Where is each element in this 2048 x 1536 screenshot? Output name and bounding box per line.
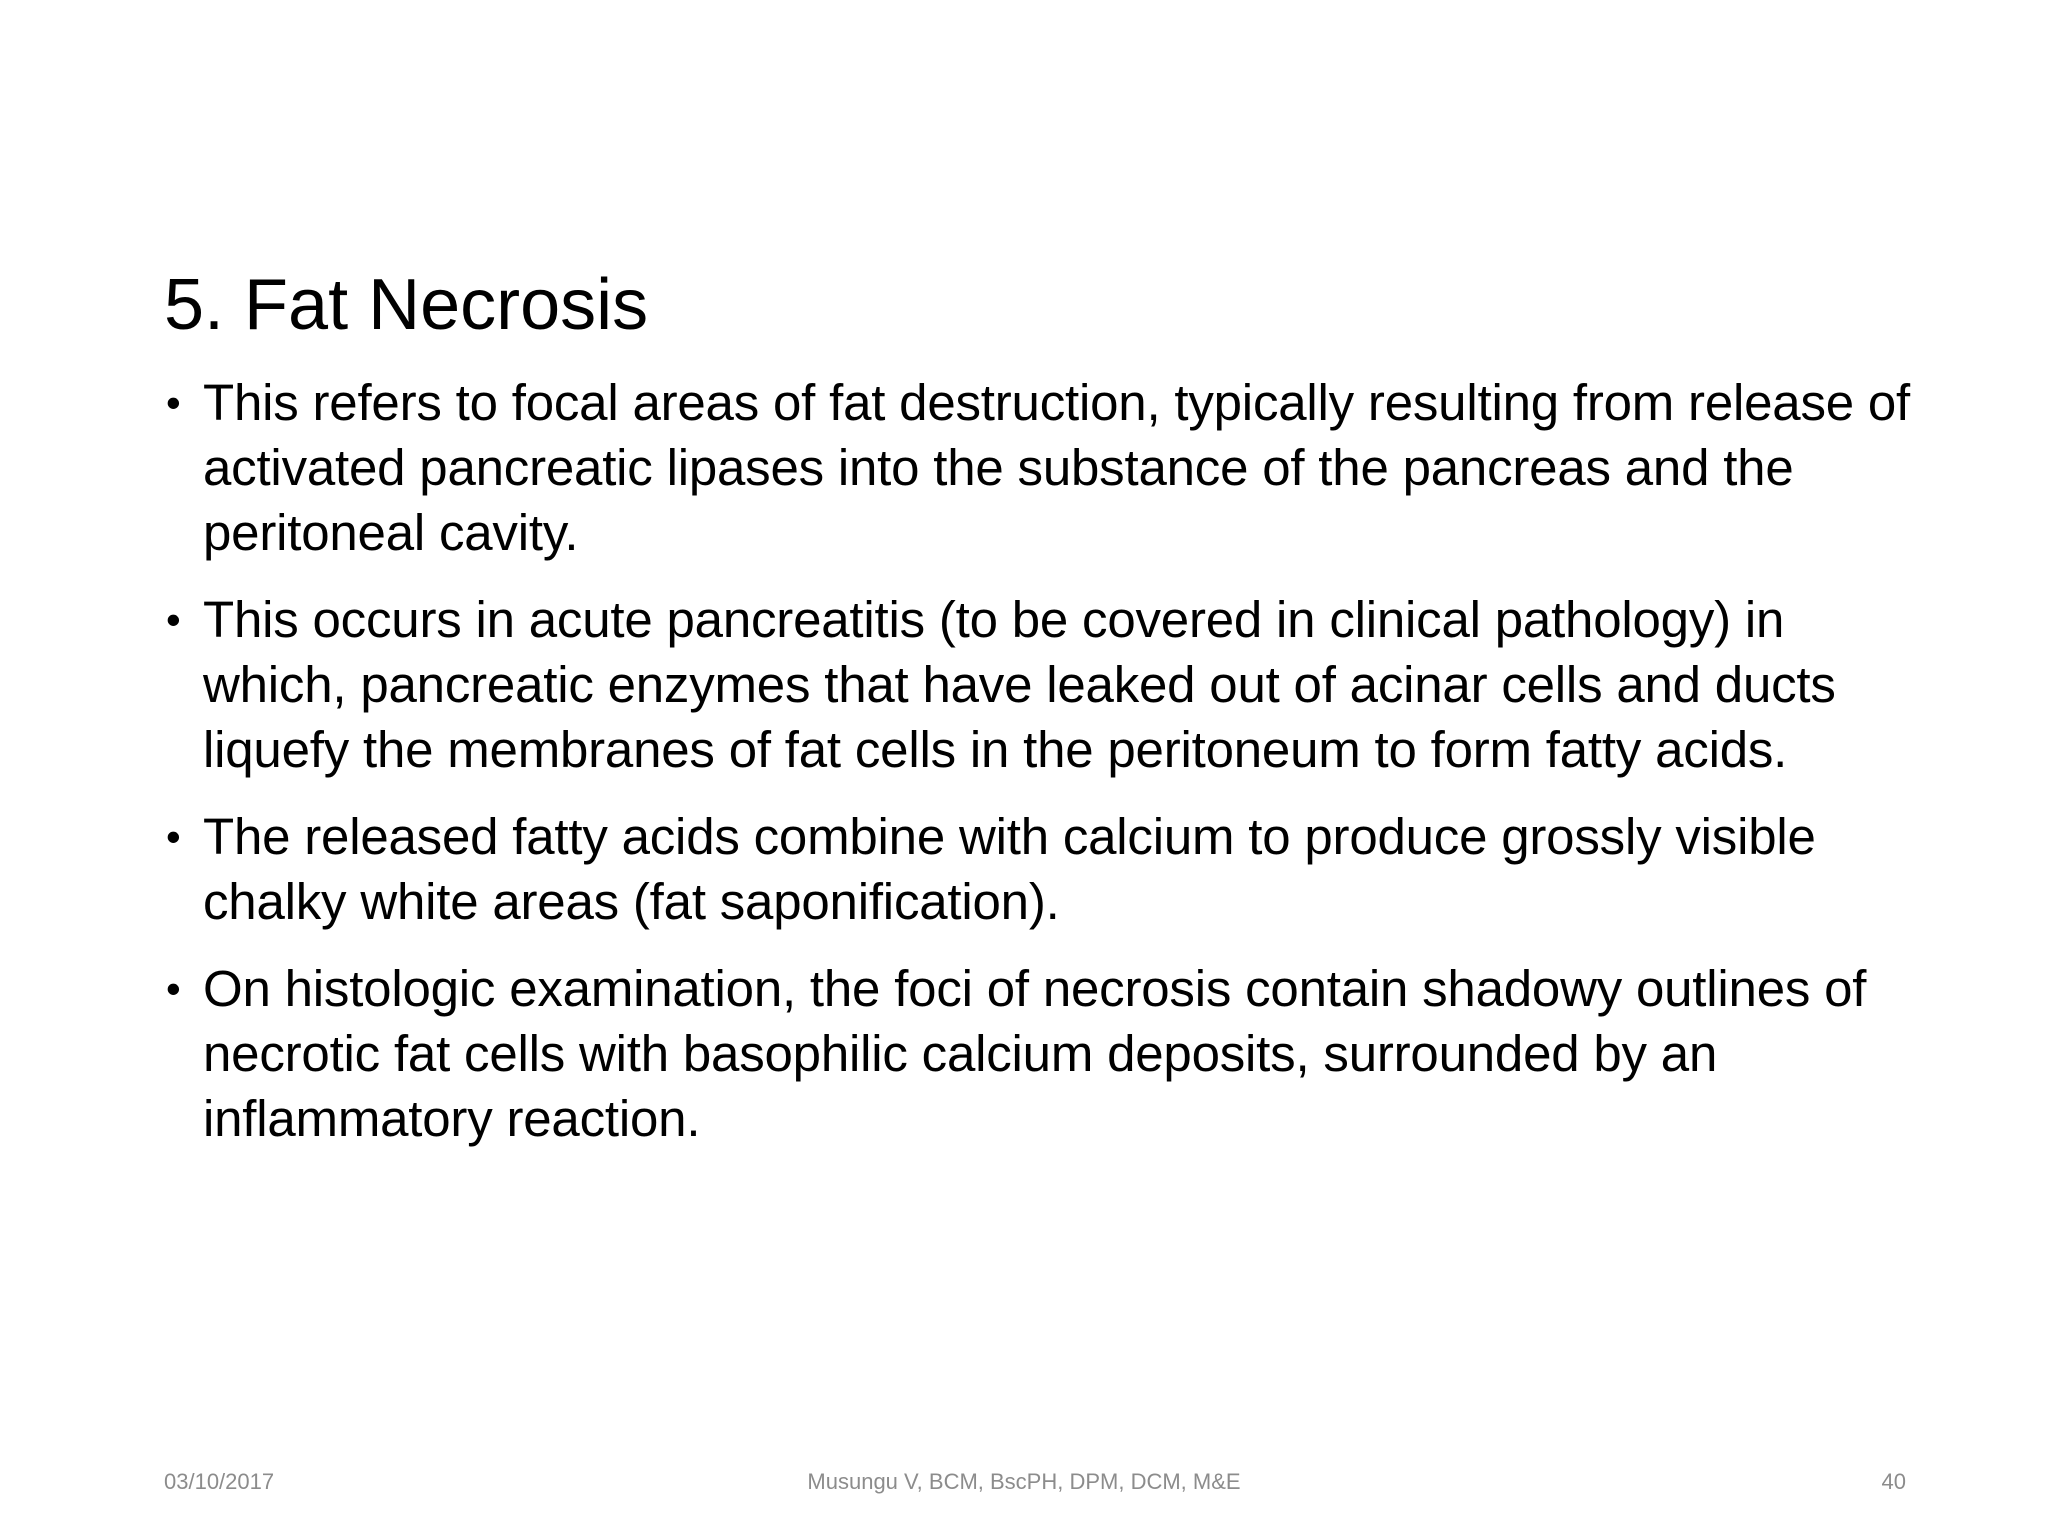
bullet-item (164, 956, 1914, 1151)
bullet-icon: • (166, 965, 181, 1012)
footer-date: 03/10/2017 (164, 1469, 275, 1494)
bullet-list (164, 370, 1914, 1173)
bullet-text: On histologic examination, the foci of necrosis contain shadowy outlines of necrotic fat cells with basophilic calcium deposits, surrounded by an inflammatory reaction. (203, 960, 1867, 1147)
bullet-icon: • (166, 379, 181, 426)
footer-page-number: 40 (1881, 1469, 1906, 1494)
bullet-text: This refers to focal areas of fat destruction, typically resulting from release of activated pancreatic lipases into the substance of the pancreas and the peritoneal cavity. (203, 374, 1911, 561)
footer-author: Musungu V, BCM, BscPH, DPM, DCM, M&E (807, 1469, 1241, 1494)
bullet-item (164, 370, 1914, 565)
bullet-item (164, 587, 1914, 782)
bullet-icon: • (166, 596, 181, 643)
bullet-icon: • (166, 813, 181, 860)
bullet-item (164, 804, 1914, 934)
bullet-text: This occurs in acute pancreatitis (to be covered in clinical pathology) in which, pancreatic enzymes that have leaked out of acinar cells and ducts liquefy the membranes of fat cells in the peritoneum to form fatty acids. (203, 591, 1836, 778)
slide-title: 5. Fat Necrosis (164, 265, 649, 345)
bullet-text: The released fatty acids combine with calcium to produce grossly visible chalky white areas (fat saponification). (203, 808, 1816, 930)
